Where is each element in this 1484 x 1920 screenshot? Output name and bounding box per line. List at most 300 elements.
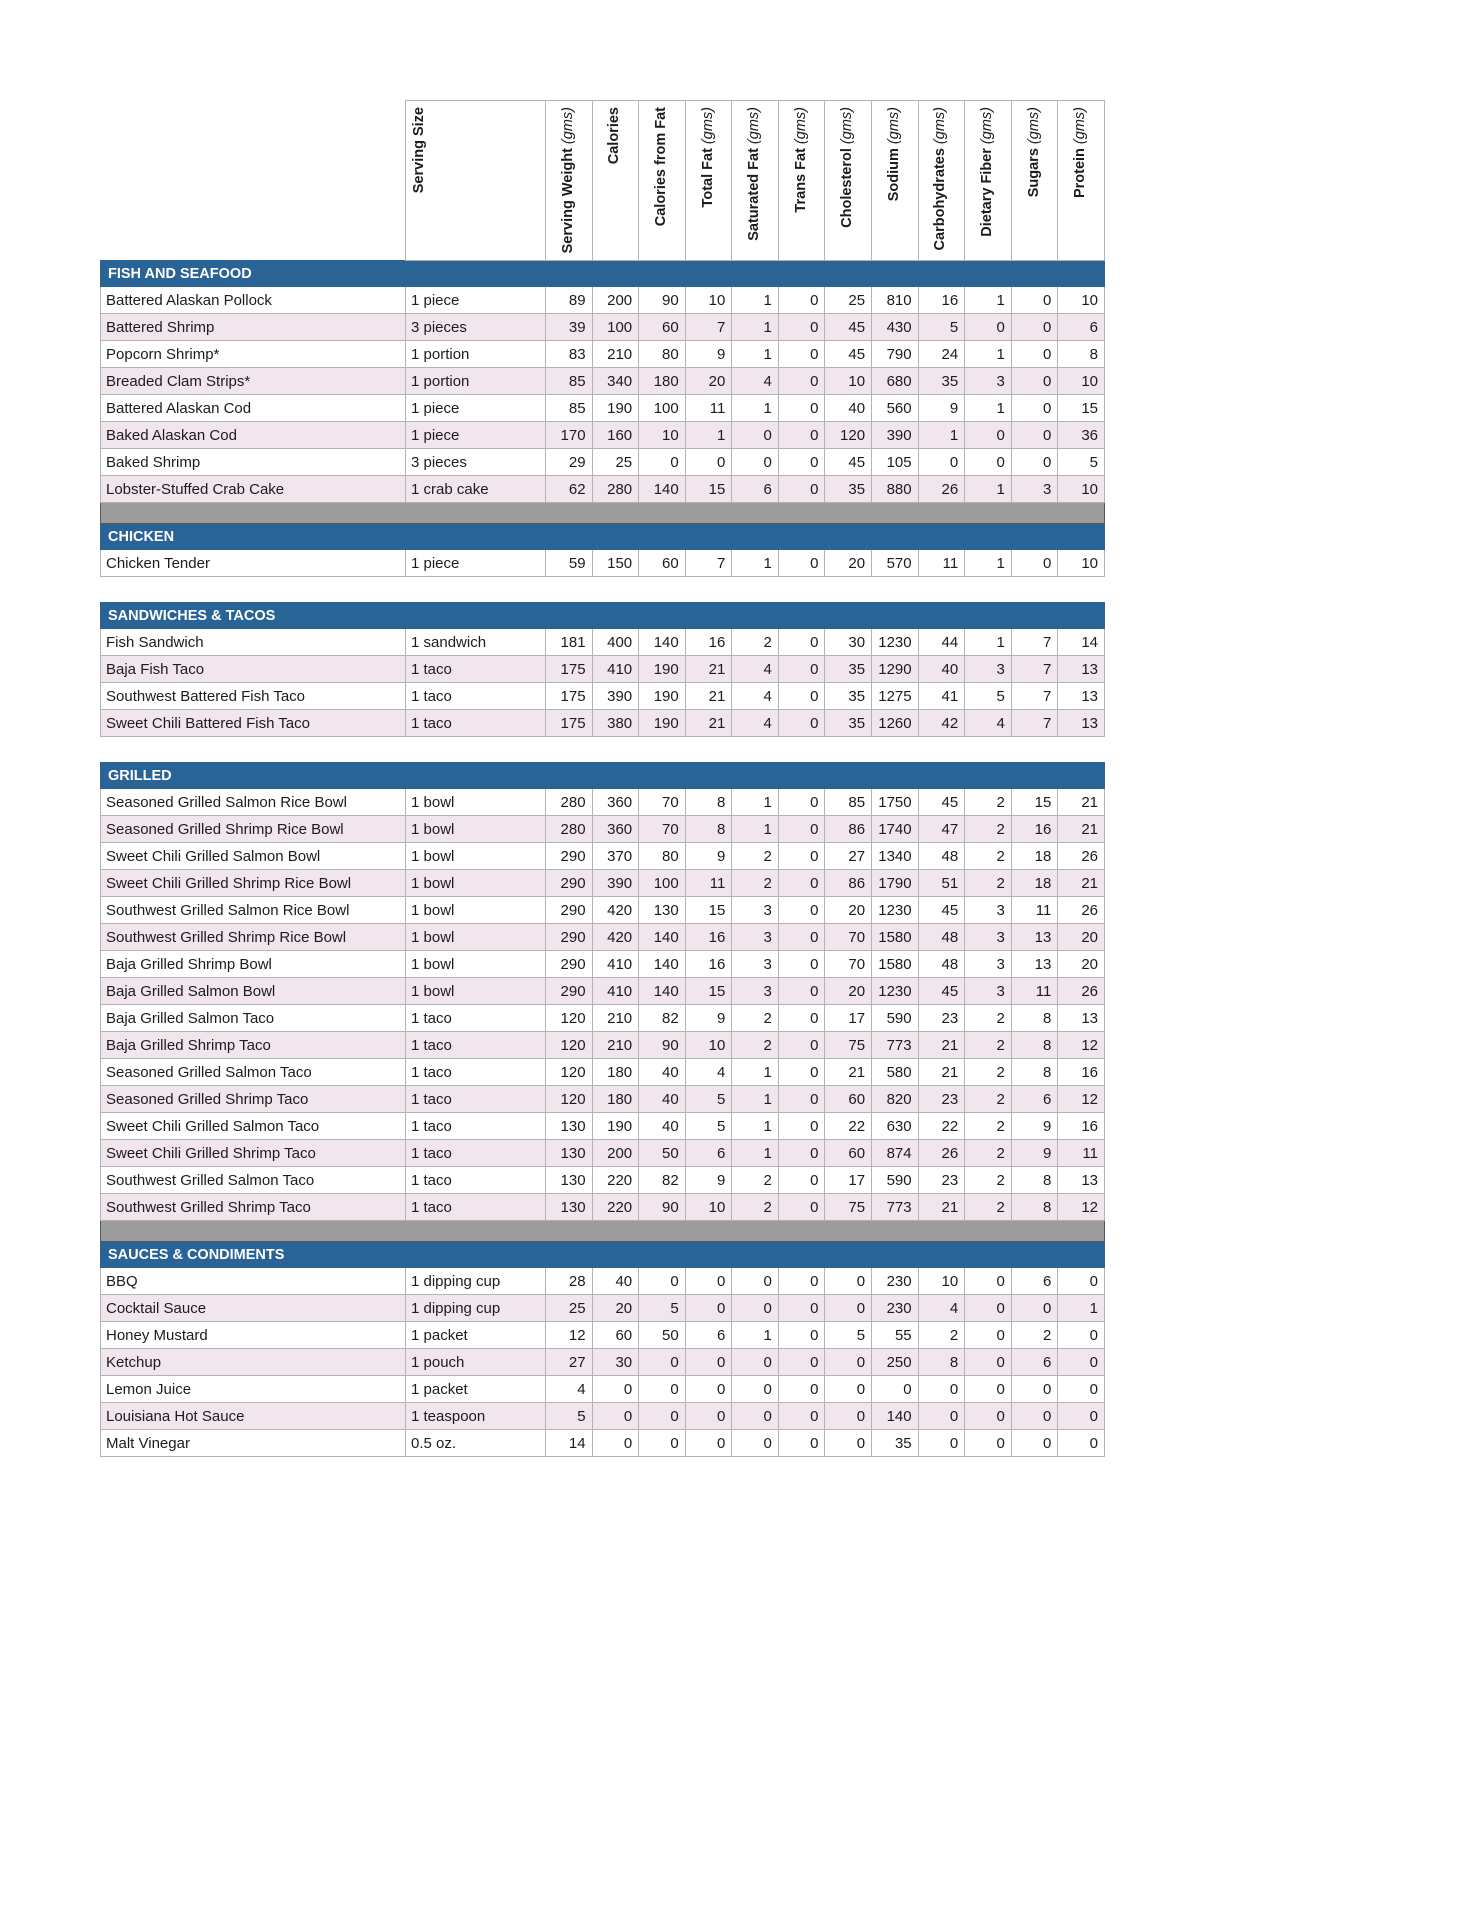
value-cell: 90 (639, 287, 686, 314)
value-cell: 230 (872, 1295, 919, 1322)
serving-size-cell: 1 taco (406, 1113, 546, 1140)
value-cell: 60 (825, 1140, 872, 1167)
value-cell: 190 (639, 710, 686, 737)
value-cell: 1 (732, 550, 779, 577)
value-cell: 120 (546, 1005, 593, 1032)
value-cell: 5 (546, 1403, 593, 1430)
value-cell: 0 (1011, 314, 1058, 341)
column-header-label: Total Fat (gms) (699, 107, 716, 208)
value-cell: 0 (778, 1268, 825, 1295)
table-row (101, 870, 1105, 897)
value-cell: 11 (918, 550, 965, 577)
value-cell: 130 (546, 1113, 593, 1140)
serving-size-cell: 1 packet (406, 1322, 546, 1349)
spacer-row (101, 737, 1105, 763)
value-cell: 8 (1011, 1194, 1058, 1221)
value-cell: 0 (1058, 1403, 1105, 1430)
value-cell: 1 (732, 314, 779, 341)
value-cell: 220 (592, 1167, 639, 1194)
value-cell: 3 (732, 924, 779, 951)
value-cell: 9 (685, 341, 732, 368)
value-cell: 40 (592, 1268, 639, 1295)
value-cell: 6 (732, 476, 779, 503)
value-cell: 175 (546, 656, 593, 683)
value-cell: 45 (825, 341, 872, 368)
value-cell: 100 (592, 314, 639, 341)
value-cell: 28 (546, 1268, 593, 1295)
table-row (101, 843, 1105, 870)
item-name-cell: Southwest Grilled Shrimp Rice Bowl (101, 924, 406, 951)
table-row (101, 314, 1105, 341)
value-cell: 0 (965, 1268, 1012, 1295)
value-cell: 35 (825, 476, 872, 503)
value-cell: 0 (685, 1268, 732, 1295)
table-row (101, 422, 1105, 449)
value-cell: 82 (639, 1005, 686, 1032)
value-cell: 120 (546, 1086, 593, 1113)
value-cell: 0 (825, 1376, 872, 1403)
value-cell: 60 (639, 314, 686, 341)
value-cell: 3 (965, 978, 1012, 1005)
serving-size-cell: 1 taco (406, 1005, 546, 1032)
serving-size-cell: 1 taco (406, 1086, 546, 1113)
value-cell: 15 (685, 897, 732, 924)
value-cell: 1 (732, 816, 779, 843)
value-cell: 380 (592, 710, 639, 737)
item-name-cell: Baja Grilled Salmon Bowl (101, 978, 406, 1005)
value-cell: 1230 (872, 897, 919, 924)
value-cell: 773 (872, 1032, 919, 1059)
value-cell: 25 (546, 1295, 593, 1322)
value-cell: 12 (1058, 1194, 1105, 1221)
value-cell: 40 (825, 395, 872, 422)
value-cell: 0 (965, 1349, 1012, 1376)
value-cell: 1 (1058, 1295, 1105, 1322)
value-cell: 0 (732, 422, 779, 449)
item-name-cell: Lemon Juice (101, 1376, 406, 1403)
value-cell: 10 (685, 1032, 732, 1059)
value-cell: 1 (965, 629, 1012, 656)
value-cell: 8 (1011, 1167, 1058, 1194)
value-cell: 3 (965, 924, 1012, 951)
value-cell: 15 (1058, 395, 1105, 422)
value-cell: 1580 (872, 951, 919, 978)
table-row (101, 1032, 1105, 1059)
section-title: SAUCES & CONDIMENTS (101, 1242, 1105, 1268)
item-name-cell: Southwest Grilled Salmon Taco (101, 1167, 406, 1194)
value-cell: 0 (778, 1086, 825, 1113)
value-cell: 210 (592, 1032, 639, 1059)
value-cell: 0 (685, 1430, 732, 1457)
value-cell: 9 (685, 1005, 732, 1032)
value-cell: 190 (639, 683, 686, 710)
value-cell: 0 (825, 1295, 872, 1322)
value-cell: 7 (1011, 710, 1058, 737)
serving-size-cell: 1 taco (406, 1059, 546, 1086)
value-cell: 3 (1011, 476, 1058, 503)
value-cell: 15 (685, 978, 732, 1005)
value-cell: 70 (639, 816, 686, 843)
value-cell: 0 (825, 1430, 872, 1457)
value-cell: 2 (965, 1140, 1012, 1167)
value-cell: 70 (639, 789, 686, 816)
serving-size-cell: 1 taco (406, 1140, 546, 1167)
value-cell: 20 (825, 897, 872, 924)
value-cell: 0 (685, 449, 732, 476)
value-cell: 41 (918, 683, 965, 710)
value-cell: 590 (872, 1005, 919, 1032)
value-cell: 0 (592, 1430, 639, 1457)
table-row (101, 789, 1105, 816)
value-cell: 200 (592, 1140, 639, 1167)
value-cell: 400 (592, 629, 639, 656)
value-cell: 4 (965, 710, 1012, 737)
serving-size-cell: 1 teaspoon (406, 1403, 546, 1430)
item-name-cell: Seasoned Grilled Salmon Rice Bowl (101, 789, 406, 816)
serving-size-cell: 1 bowl (406, 951, 546, 978)
column-header-label: Sugars (gms) (1025, 107, 1042, 198)
table-row (101, 951, 1105, 978)
value-cell: 27 (825, 843, 872, 870)
value-cell: 0 (778, 1322, 825, 1349)
value-cell: 140 (639, 476, 686, 503)
value-cell: 1 (965, 550, 1012, 577)
value-cell: 0 (732, 1268, 779, 1295)
item-name-cell: Southwest Grilled Salmon Rice Bowl (101, 897, 406, 924)
value-cell: 45 (825, 314, 872, 341)
column-header-cholesterol (825, 101, 872, 261)
value-cell: 0 (1011, 287, 1058, 314)
column-header-label: Carbohydrates (gms) (932, 107, 949, 251)
value-cell: 11 (1058, 1140, 1105, 1167)
value-cell: 2 (965, 1059, 1012, 1086)
serving-size-cell: 1 bowl (406, 816, 546, 843)
section-grilled (101, 763, 1105, 1242)
value-cell: 0 (732, 1430, 779, 1457)
section-title: GRILLED (101, 763, 1105, 789)
column-header-label: Calories from Fat (652, 107, 669, 227)
value-cell: 51 (918, 870, 965, 897)
value-cell: 13 (1011, 924, 1058, 951)
item-name-cell: Seasoned Grilled Shrimp Rice Bowl (101, 816, 406, 843)
value-cell: 1230 (872, 629, 919, 656)
value-cell: 0 (778, 1140, 825, 1167)
value-cell: 12 (1058, 1086, 1105, 1113)
value-cell: 6 (1011, 1268, 1058, 1295)
value-cell: 0 (778, 656, 825, 683)
value-cell: 47 (918, 816, 965, 843)
value-cell: 1 (732, 789, 779, 816)
value-cell: 820 (872, 1086, 919, 1113)
value-cell: 140 (639, 951, 686, 978)
value-cell: 280 (592, 476, 639, 503)
value-cell: 2 (732, 1032, 779, 1059)
value-cell: 2 (965, 1005, 1012, 1032)
value-cell: 2 (1011, 1322, 1058, 1349)
value-cell: 120 (546, 1059, 593, 1086)
item-name-cell: Malt Vinegar (101, 1430, 406, 1457)
value-cell: 85 (546, 395, 593, 422)
value-cell: 0 (1011, 1430, 1058, 1457)
value-cell: 0 (918, 1376, 965, 1403)
table-row (101, 1322, 1105, 1349)
value-cell: 0 (778, 1430, 825, 1457)
value-cell: 5 (918, 314, 965, 341)
value-cell: 0 (778, 395, 825, 422)
item-name-cell: Breaded Clam Strips* (101, 368, 406, 395)
value-cell: 16 (685, 924, 732, 951)
value-cell: 23 (918, 1005, 965, 1032)
column-header-serving-weight (546, 101, 593, 261)
value-cell: 773 (872, 1194, 919, 1221)
value-cell: 23 (918, 1086, 965, 1113)
value-cell: 0 (965, 1322, 1012, 1349)
value-cell: 0 (778, 314, 825, 341)
value-cell: 27 (546, 1349, 593, 1376)
value-cell: 180 (639, 368, 686, 395)
value-cell: 0 (918, 1430, 965, 1457)
column-header-label: Dietary Fiber (gms) (979, 107, 996, 237)
value-cell: 2 (965, 1086, 1012, 1113)
serving-size-cell: 1 taco (406, 710, 546, 737)
value-cell: 15 (685, 476, 732, 503)
value-cell: 175 (546, 710, 593, 737)
value-cell: 13 (1058, 710, 1105, 737)
column-header-calories-from-fat (639, 101, 686, 261)
value-cell: 360 (592, 789, 639, 816)
value-cell: 39 (546, 314, 593, 341)
value-cell: 0 (778, 368, 825, 395)
value-cell: 86 (825, 816, 872, 843)
section-title: SANDWICHES & TACOS (101, 603, 1105, 629)
value-cell: 55 (872, 1322, 919, 1349)
value-cell: 18 (1011, 870, 1058, 897)
value-cell: 1750 (872, 789, 919, 816)
section-title: FISH AND SEAFOOD (101, 261, 1105, 287)
value-cell: 2 (732, 629, 779, 656)
value-cell: 90 (639, 1194, 686, 1221)
serving-size-cell: 1 taco (406, 1167, 546, 1194)
value-cell: 0 (778, 476, 825, 503)
value-cell: 420 (592, 897, 639, 924)
value-cell: 62 (546, 476, 593, 503)
value-cell: 10 (1058, 368, 1105, 395)
column-header-row (101, 101, 1105, 261)
column-header-label: Cholesterol (gms) (839, 107, 856, 228)
value-cell: 3 (732, 897, 779, 924)
value-cell: 4 (918, 1295, 965, 1322)
value-cell: 1 (732, 1059, 779, 1086)
value-cell: 0 (1058, 1322, 1105, 1349)
corner-blank-cell (101, 101, 406, 261)
table-row (101, 395, 1105, 422)
value-cell: 874 (872, 1140, 919, 1167)
value-cell: 89 (546, 287, 593, 314)
table-row (101, 476, 1105, 503)
serving-size-cell: 1 portion (406, 341, 546, 368)
value-cell: 22 (825, 1113, 872, 1140)
value-cell: 75 (825, 1194, 872, 1221)
value-cell: 0 (778, 341, 825, 368)
value-cell: 190 (639, 656, 686, 683)
table-row (101, 550, 1105, 577)
value-cell: 0 (965, 314, 1012, 341)
value-cell: 130 (546, 1140, 593, 1167)
item-name-cell: Popcorn Shrimp* (101, 341, 406, 368)
value-cell: 0 (778, 550, 825, 577)
table-row (101, 1430, 1105, 1457)
value-cell: 0 (1011, 341, 1058, 368)
item-name-cell: Southwest Grilled Shrimp Taco (101, 1194, 406, 1221)
value-cell: 6 (1011, 1086, 1058, 1113)
value-cell: 1 (732, 287, 779, 314)
value-cell: 0 (639, 1403, 686, 1430)
value-cell: 20 (592, 1295, 639, 1322)
value-cell: 26 (918, 1140, 965, 1167)
column-header-label: Saturated Fat (gms) (746, 107, 763, 241)
value-cell: 0 (778, 897, 825, 924)
value-cell: 9 (1011, 1113, 1058, 1140)
value-cell: 25 (592, 449, 639, 476)
value-cell: 7 (685, 550, 732, 577)
value-cell: 250 (872, 1349, 919, 1376)
value-cell: 21 (918, 1032, 965, 1059)
item-name-cell: Sweet Chili Grilled Salmon Bowl (101, 843, 406, 870)
value-cell: 12 (546, 1322, 593, 1349)
table-row (101, 1086, 1105, 1113)
value-cell: 21 (918, 1059, 965, 1086)
section-title: CHICKEN (101, 524, 1105, 550)
item-name-cell: Battered Alaskan Cod (101, 395, 406, 422)
item-name-cell: Sweet Chili Battered Fish Taco (101, 710, 406, 737)
value-cell: 16 (685, 629, 732, 656)
column-header-total-fat (685, 101, 732, 261)
table-row (101, 1295, 1105, 1322)
table-row (101, 656, 1105, 683)
value-cell: 23 (918, 1167, 965, 1194)
value-cell: 70 (825, 951, 872, 978)
column-header-label: Serving Size (411, 107, 427, 194)
value-cell: 35 (918, 368, 965, 395)
item-name-cell: Sweet Chili Grilled Shrimp Rice Bowl (101, 870, 406, 897)
value-cell: 0 (778, 1403, 825, 1430)
value-cell: 7 (685, 314, 732, 341)
value-cell: 570 (872, 550, 919, 577)
column-header-label: Sodium (gms) (885, 107, 902, 202)
value-cell: 420 (592, 924, 639, 951)
value-cell: 810 (872, 287, 919, 314)
value-cell: 21 (685, 710, 732, 737)
value-cell: 880 (872, 476, 919, 503)
value-cell: 14 (546, 1430, 593, 1457)
table-row (101, 1403, 1105, 1430)
value-cell: 105 (872, 449, 919, 476)
table-row (101, 449, 1105, 476)
table-row (101, 710, 1105, 737)
value-cell: 0 (965, 1295, 1012, 1322)
value-cell: 35 (825, 710, 872, 737)
column-header-carbohydrates (918, 101, 965, 261)
table-row (101, 1113, 1105, 1140)
item-name-cell: Sweet Chili Grilled Salmon Taco (101, 1113, 406, 1140)
value-cell: 2 (732, 1167, 779, 1194)
value-cell: 26 (918, 476, 965, 503)
value-cell: 0 (639, 1376, 686, 1403)
serving-size-cell: 1 pouch (406, 1349, 546, 1376)
serving-size-cell: 1 piece (406, 550, 546, 577)
value-cell: 50 (639, 1140, 686, 1167)
value-cell: 13 (1058, 1167, 1105, 1194)
value-cell: 290 (546, 978, 593, 1005)
value-cell: 60 (825, 1086, 872, 1113)
item-name-cell: Chicken Tender (101, 550, 406, 577)
value-cell: 40 (918, 656, 965, 683)
column-header-trans-fat (778, 101, 825, 261)
value-cell: 45 (918, 789, 965, 816)
value-cell: 790 (872, 341, 919, 368)
value-cell: 290 (546, 870, 593, 897)
value-cell: 11 (685, 870, 732, 897)
value-cell: 8 (1058, 341, 1105, 368)
serving-size-cell: 1 bowl (406, 978, 546, 1005)
section-header-row-sauces-condiments (101, 1242, 1105, 1268)
value-cell: 5 (825, 1322, 872, 1349)
value-cell: 18 (1011, 843, 1058, 870)
value-cell: 0 (1058, 1268, 1105, 1295)
table-row (101, 1376, 1105, 1403)
value-cell: 100 (639, 870, 686, 897)
item-name-cell: Lobster-Stuffed Crab Cake (101, 476, 406, 503)
value-cell: 150 (592, 550, 639, 577)
value-cell: 0 (778, 789, 825, 816)
value-cell: 0 (732, 1403, 779, 1430)
serving-size-cell: 1 bowl (406, 897, 546, 924)
value-cell: 5 (685, 1086, 732, 1113)
value-cell: 70 (825, 924, 872, 951)
value-cell: 3 (965, 368, 1012, 395)
value-cell: 45 (825, 449, 872, 476)
value-cell: 29 (546, 449, 593, 476)
serving-size-cell: 1 taco (406, 683, 546, 710)
value-cell: 80 (639, 341, 686, 368)
value-cell: 11 (1011, 978, 1058, 1005)
serving-size-cell: 1 piece (406, 422, 546, 449)
value-cell: 10 (685, 1194, 732, 1221)
value-cell: 140 (639, 629, 686, 656)
value-cell: 0 (778, 951, 825, 978)
value-cell: 1275 (872, 683, 919, 710)
value-cell: 12 (1058, 1032, 1105, 1059)
spacer-cell (101, 577, 1105, 603)
value-cell: 0 (1011, 395, 1058, 422)
serving-size-cell: 1 packet (406, 1376, 546, 1403)
column-header-serving-size (406, 101, 546, 261)
value-cell: 0 (778, 710, 825, 737)
value-cell: 3 (965, 951, 1012, 978)
item-name-cell: Baked Alaskan Cod (101, 422, 406, 449)
value-cell: 1 (732, 1322, 779, 1349)
value-cell: 0 (778, 1113, 825, 1140)
section-sandwiches-tacos (101, 603, 1105, 763)
value-cell: 10 (1058, 287, 1105, 314)
value-cell: 11 (1011, 897, 1058, 924)
value-cell: 35 (825, 656, 872, 683)
value-cell: 59 (546, 550, 593, 577)
value-cell: 0 (778, 1032, 825, 1059)
serving-size-cell: 1 dipping cup (406, 1295, 546, 1322)
value-cell: 1 (732, 1140, 779, 1167)
table-row (101, 924, 1105, 951)
